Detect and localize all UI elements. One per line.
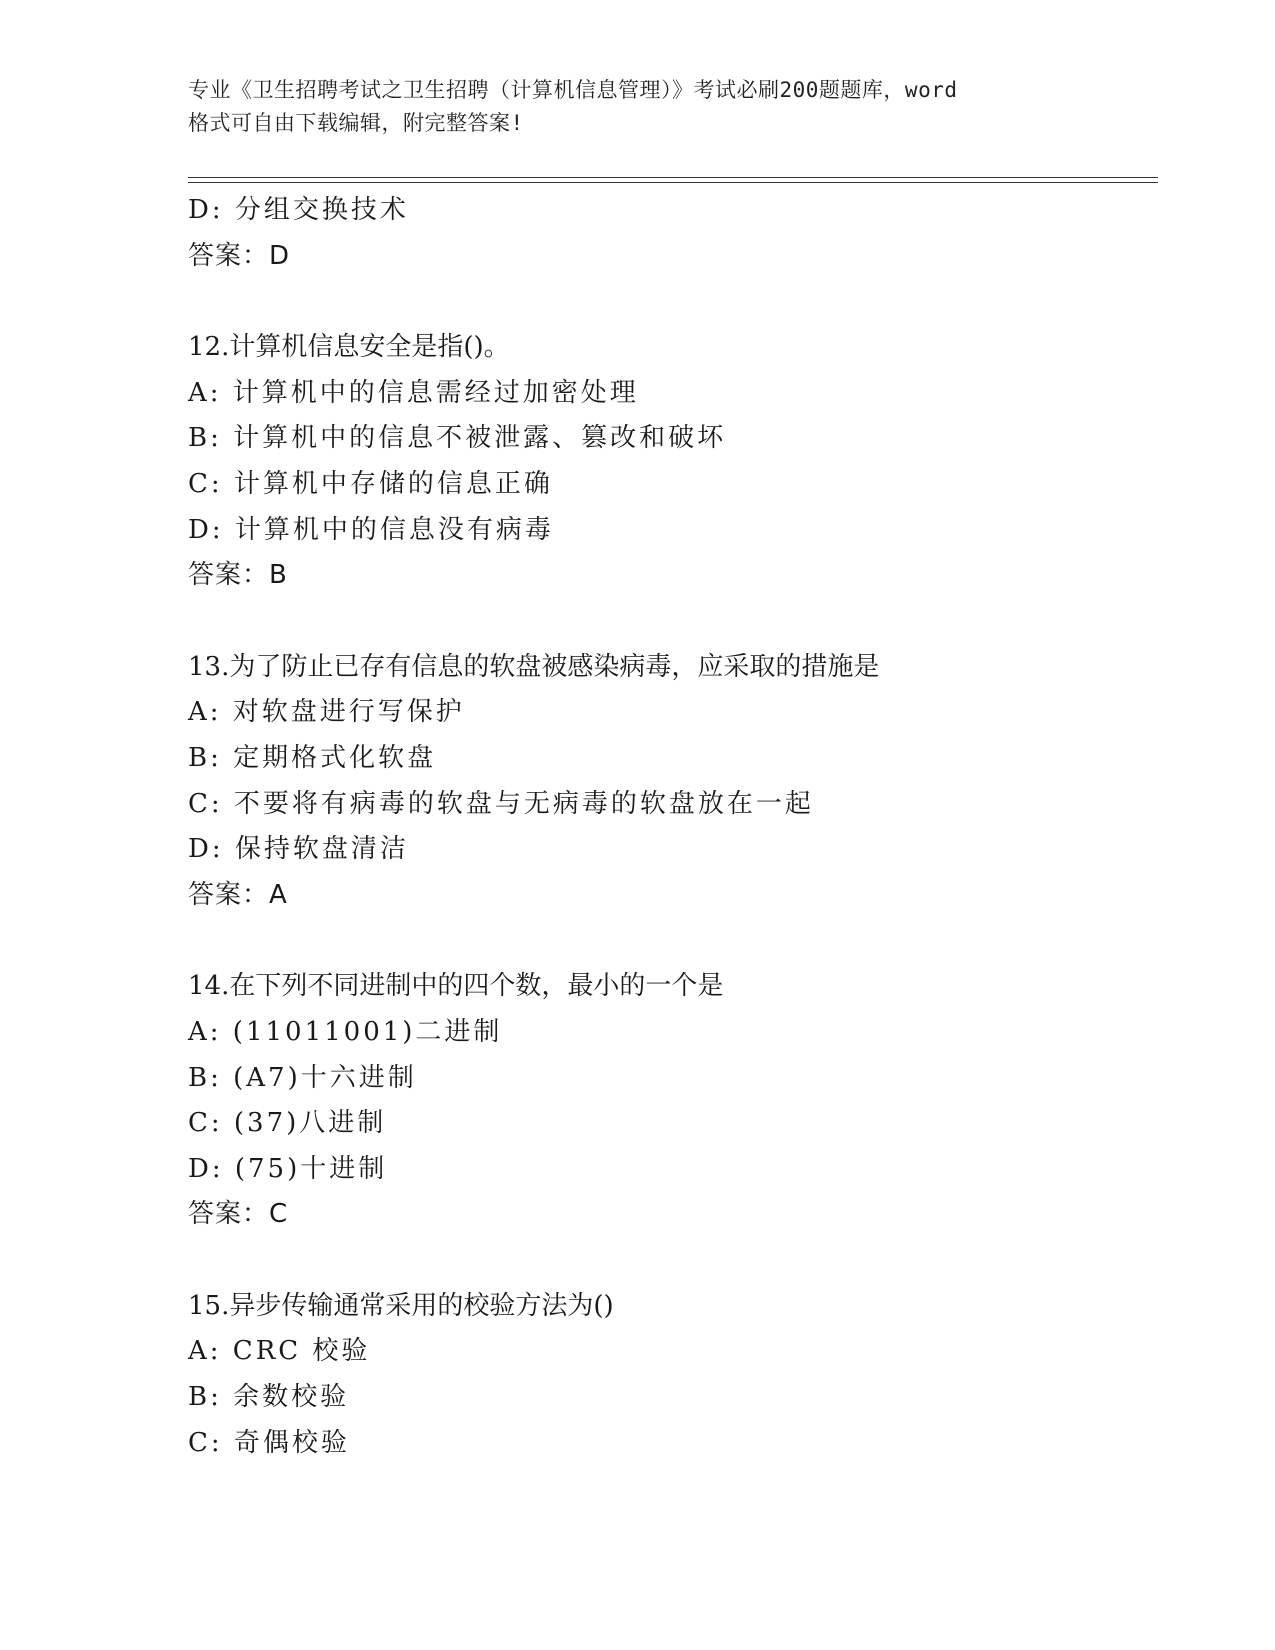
header-line-2: 格式可自由下载编辑，附完整答案! bbox=[188, 111, 524, 135]
answer-line: 答案：A bbox=[188, 879, 288, 910]
document-header bbox=[188, 74, 1088, 140]
option-c: C: 不要将有病毒的软盘与无病毒的软盘放在一起 bbox=[188, 788, 814, 819]
option-b: B: 计算机中的信息不被泄露、篡改和破坏 bbox=[188, 423, 727, 454]
option-b: B: (A7)十六进制 bbox=[188, 1062, 417, 1093]
answer-line: 答案：B bbox=[188, 560, 288, 591]
header-divider-bottom bbox=[188, 182, 1158, 183]
option-c: C: 计算机中存储的信息正确 bbox=[188, 468, 553, 499]
question-stem: 13.为了防止已存有信息的软盘被感染病毒，应采取的措施是 bbox=[188, 651, 880, 682]
option-b: B: 余数校验 bbox=[188, 1382, 350, 1413]
answer-line: 答案：C bbox=[188, 1199, 289, 1230]
option-d: D: 计算机中的信息没有病毒 bbox=[188, 514, 554, 545]
option-b: B: 定期格式化软盘 bbox=[188, 742, 437, 773]
question-stem: 12.计算机信息安全是指()。 bbox=[188, 332, 510, 363]
option-d: D: (75)十进制 bbox=[188, 1153, 388, 1184]
question-list bbox=[188, 188, 1158, 1466]
option-c: C: (37)八进制 bbox=[188, 1108, 387, 1139]
option-a: A: (11011001)二进制 bbox=[188, 1016, 503, 1047]
option-a: A: 计算机中的信息需经过加密处理 bbox=[188, 377, 639, 408]
option-a: A: 对软盘进行写保护 bbox=[188, 697, 465, 728]
answer-line: 答案：D bbox=[188, 240, 291, 271]
option-c: C: 奇偶校验 bbox=[188, 1427, 350, 1458]
option-a: A: CRC 校验 bbox=[188, 1336, 371, 1367]
header-divider-top bbox=[188, 177, 1158, 178]
question-stem: 15.异步传输通常采用的校验方法为() bbox=[188, 1290, 614, 1321]
option-d: D: 分组交换技术 bbox=[188, 195, 409, 225]
question-stem: 14.在下列不同进制中的四个数，最小的一个是 bbox=[188, 971, 724, 1002]
header-line-1: 专业《卫生招聘考试之卫生招聘（计算机信息管理）》考试必刷200题题库，word bbox=[188, 78, 958, 102]
option-d: D: 保持软盘清洁 bbox=[188, 834, 409, 865]
